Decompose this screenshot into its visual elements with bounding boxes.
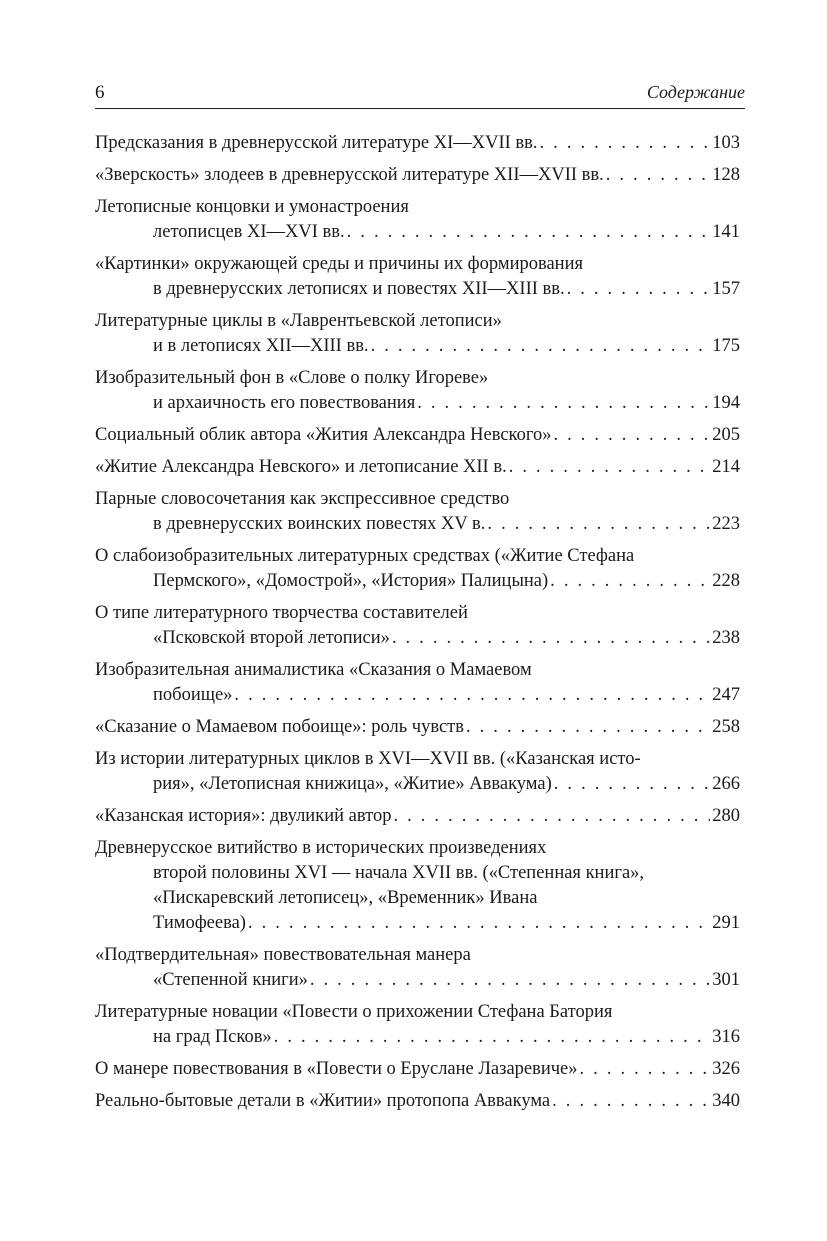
page-number: 6	[95, 82, 105, 103]
dot-leader	[509, 455, 711, 480]
toc-entry-line	[95, 455, 740, 480]
toc-page-number: 258	[712, 717, 740, 737]
toc-entry-line	[95, 626, 740, 651]
toc-entry[interactable]	[95, 309, 740, 359]
toc-entry-title: «Псковской второй летописи»	[153, 628, 390, 648]
toc-entry-line	[95, 1025, 740, 1050]
toc-entry[interactable]	[95, 423, 740, 448]
toc-entry-title: в древнерусских воинских повестях XV в.	[153, 514, 486, 534]
toc-entry-line	[95, 1000, 740, 1025]
dot-leader	[552, 1089, 710, 1114]
toc-entry-title: Тимофеева)	[153, 913, 246, 933]
toc-entry-title: второй половины XVI — начала XVII вв. («Степенная книга»,	[153, 863, 645, 883]
dot-leader	[487, 512, 710, 537]
toc-entry[interactable]	[95, 601, 740, 651]
toc-entry-line	[95, 968, 740, 993]
toc-entry[interactable]	[95, 658, 740, 708]
dot-leader	[466, 715, 710, 740]
toc-entry-title: «Степенной книги»	[153, 970, 308, 990]
toc-page-number: 205	[712, 425, 740, 445]
toc-page-number: 228	[712, 571, 740, 591]
toc-entry-line	[95, 861, 740, 886]
dot-leader	[310, 968, 710, 993]
toc-entry[interactable]	[95, 455, 740, 480]
toc-entry-line	[95, 487, 740, 512]
toc-entry-title: Социальный облик автора «Жития Александра Невского»	[95, 425, 552, 445]
toc-entry-title: в древнерусских летописях и повестях XII—XIII вв.	[153, 279, 565, 299]
toc-entry[interactable]	[95, 163, 740, 188]
toc-entry-title: «Картинки» окружающей среды и причины их формирования	[95, 254, 583, 274]
toc-entry-line	[95, 911, 740, 936]
toc-entry-line	[95, 195, 740, 220]
toc-page-number: 128	[712, 165, 740, 185]
toc-entry-title: Парные словосочетания как экспрессивное средство	[95, 489, 510, 509]
toc-entry[interactable]	[95, 252, 740, 302]
toc-entry-line	[95, 544, 740, 569]
running-head: Содержание	[646, 82, 745, 102]
dot-leader	[392, 626, 710, 651]
toc-entry[interactable]	[95, 715, 740, 740]
toc-page-number: 291	[712, 913, 740, 933]
dot-leader	[554, 772, 710, 797]
toc-entry-line	[95, 220, 740, 245]
toc-page-number: 340	[712, 1091, 740, 1111]
toc-page-number: 223	[712, 514, 740, 534]
toc-entry-title: О манере повествования в «Повести о Еруслане Лазаревиче»	[95, 1059, 578, 1079]
toc-entry-line	[95, 747, 740, 772]
toc-page-number: 326	[712, 1059, 740, 1079]
page-header	[95, 80, 745, 109]
toc-entry-line	[95, 658, 740, 683]
toc-entry-line	[95, 943, 740, 968]
toc-entry-title: «Сказание о Мамаевом побоище»: роль чувств	[95, 717, 464, 737]
toc-entry-line	[95, 334, 740, 359]
toc-page-number: 214	[712, 457, 740, 477]
toc-entry[interactable]	[95, 804, 740, 829]
toc-entry-line	[95, 423, 740, 448]
toc-entry-title: Предсказания в древнерусской литературе XI—XVII вв.	[95, 133, 538, 153]
toc-entry-title: и архаичность его повествования	[153, 393, 416, 413]
toc-page-number: 247	[712, 685, 740, 705]
toc-entry[interactable]	[95, 131, 740, 156]
toc-entry-title: Изобразительный фон в «Слове о полку Игореве»	[95, 368, 489, 388]
toc-entry-title: побоище»	[153, 685, 233, 705]
toc-entry[interactable]	[95, 1000, 740, 1050]
toc-entry-line	[95, 1089, 740, 1114]
dot-leader	[540, 131, 711, 156]
dot-leader	[553, 423, 710, 448]
toc-entry-title: Литературные циклы в «Лаврентьевской летописи»	[95, 311, 502, 331]
toc-entry[interactable]	[95, 1057, 740, 1082]
toc-entry[interactable]	[95, 487, 740, 537]
toc-page-number: 157	[712, 279, 740, 299]
toc-entry-line	[95, 391, 740, 416]
toc-entry-title: «Пискаревский летописец», «Временник» Ивана	[153, 888, 538, 908]
dot-leader	[550, 569, 710, 594]
toc-entry-line	[95, 131, 740, 156]
toc-entry-title: «Казанская история»: двуликий автор	[95, 806, 392, 826]
toc-entry-line	[95, 683, 740, 708]
toc-entry-title: Изобразительная анималистика «Сказания о Мамаевом	[95, 660, 532, 680]
toc-entry-line	[95, 277, 740, 302]
toc-entry-line	[95, 512, 740, 537]
dot-leader	[248, 911, 710, 936]
toc-page-number: 194	[712, 393, 740, 413]
toc-entry-line	[95, 715, 740, 740]
toc-page-number: 103	[712, 133, 740, 153]
toc-entry-line	[95, 252, 740, 277]
toc-entry[interactable]	[95, 366, 740, 416]
toc-entry-title: Литературные новации «Повести о прихожении Стефана Батория	[95, 1002, 613, 1022]
toc-entry[interactable]	[95, 836, 740, 936]
toc-entry-line	[95, 886, 740, 911]
dot-leader	[567, 277, 711, 302]
toc-entry-title: на град Псков»	[153, 1027, 272, 1047]
toc-entry-title: Пермского», «Домострой», «История» Палицына)	[153, 571, 549, 591]
dot-leader	[606, 163, 711, 188]
toc-entry-title: «Зверскость» злодеев в древнерусской литературе XII—XVII вв.	[95, 165, 604, 185]
dot-leader	[393, 804, 710, 829]
toc-entry-title: рия», «Летописная книжица», «Житие» Аввакума)	[153, 774, 552, 794]
toc-page-number: 141	[712, 222, 740, 242]
dot-leader	[274, 1025, 711, 1050]
toc-page-number: 316	[712, 1027, 740, 1047]
toc-entry-title: Летописные концовки и умонастроения	[95, 197, 409, 217]
toc-entry-title: Древнерусское витийство в исторических произведениях	[95, 838, 547, 858]
toc-entry-line	[95, 309, 740, 334]
dot-leader	[371, 334, 711, 359]
toc-entry-line	[95, 569, 740, 594]
toc-entry-title: О типе литературного творчества составителей	[95, 603, 468, 623]
toc-page-number: 238	[712, 628, 740, 648]
toc-entry-line	[95, 163, 740, 188]
toc-page-number: 280	[712, 806, 740, 826]
toc-page-number: 266	[712, 774, 740, 794]
toc-entry-title: Реально-бытовые детали в «Житии» протопопа Аввакума	[95, 1091, 551, 1111]
toc-entry[interactable]	[95, 544, 740, 594]
dot-leader	[347, 220, 711, 245]
toc-page-number: 175	[712, 336, 740, 356]
toc-entry-title: летописцев XI—XVI вв.	[153, 222, 345, 242]
toc-entry[interactable]	[95, 1089, 740, 1114]
toc-entry[interactable]	[95, 943, 740, 993]
toc-entry-title: и в летописях XII—XIII вв.	[153, 336, 369, 356]
toc-entry-title: «Житие Александра Невского» и летописание XII в.	[95, 457, 507, 477]
toc-entry-title: Из истории литературных циклов в XVI—XVII вв. («Казанская исто-	[95, 749, 641, 769]
dot-leader	[580, 1057, 711, 1082]
toc-entry-title: «Подтвердительная» повествовательная манера	[95, 945, 471, 965]
toc-entry-line	[95, 1057, 740, 1082]
toc-entry-line	[95, 772, 740, 797]
toc-entry[interactable]	[95, 747, 740, 797]
toc-entry-line	[95, 366, 740, 391]
table-of-contents	[95, 131, 740, 1121]
toc-entry[interactable]	[95, 195, 740, 245]
toc-entry-line	[95, 836, 740, 861]
toc-page-number: 301	[712, 970, 740, 990]
toc-entry-title: О слабоизобразительных литературных средствах («Житие Стефана	[95, 546, 635, 566]
dot-leader	[417, 391, 710, 416]
toc-entry-line	[95, 601, 740, 626]
toc-entry-line	[95, 804, 740, 829]
dot-leader	[234, 683, 710, 708]
